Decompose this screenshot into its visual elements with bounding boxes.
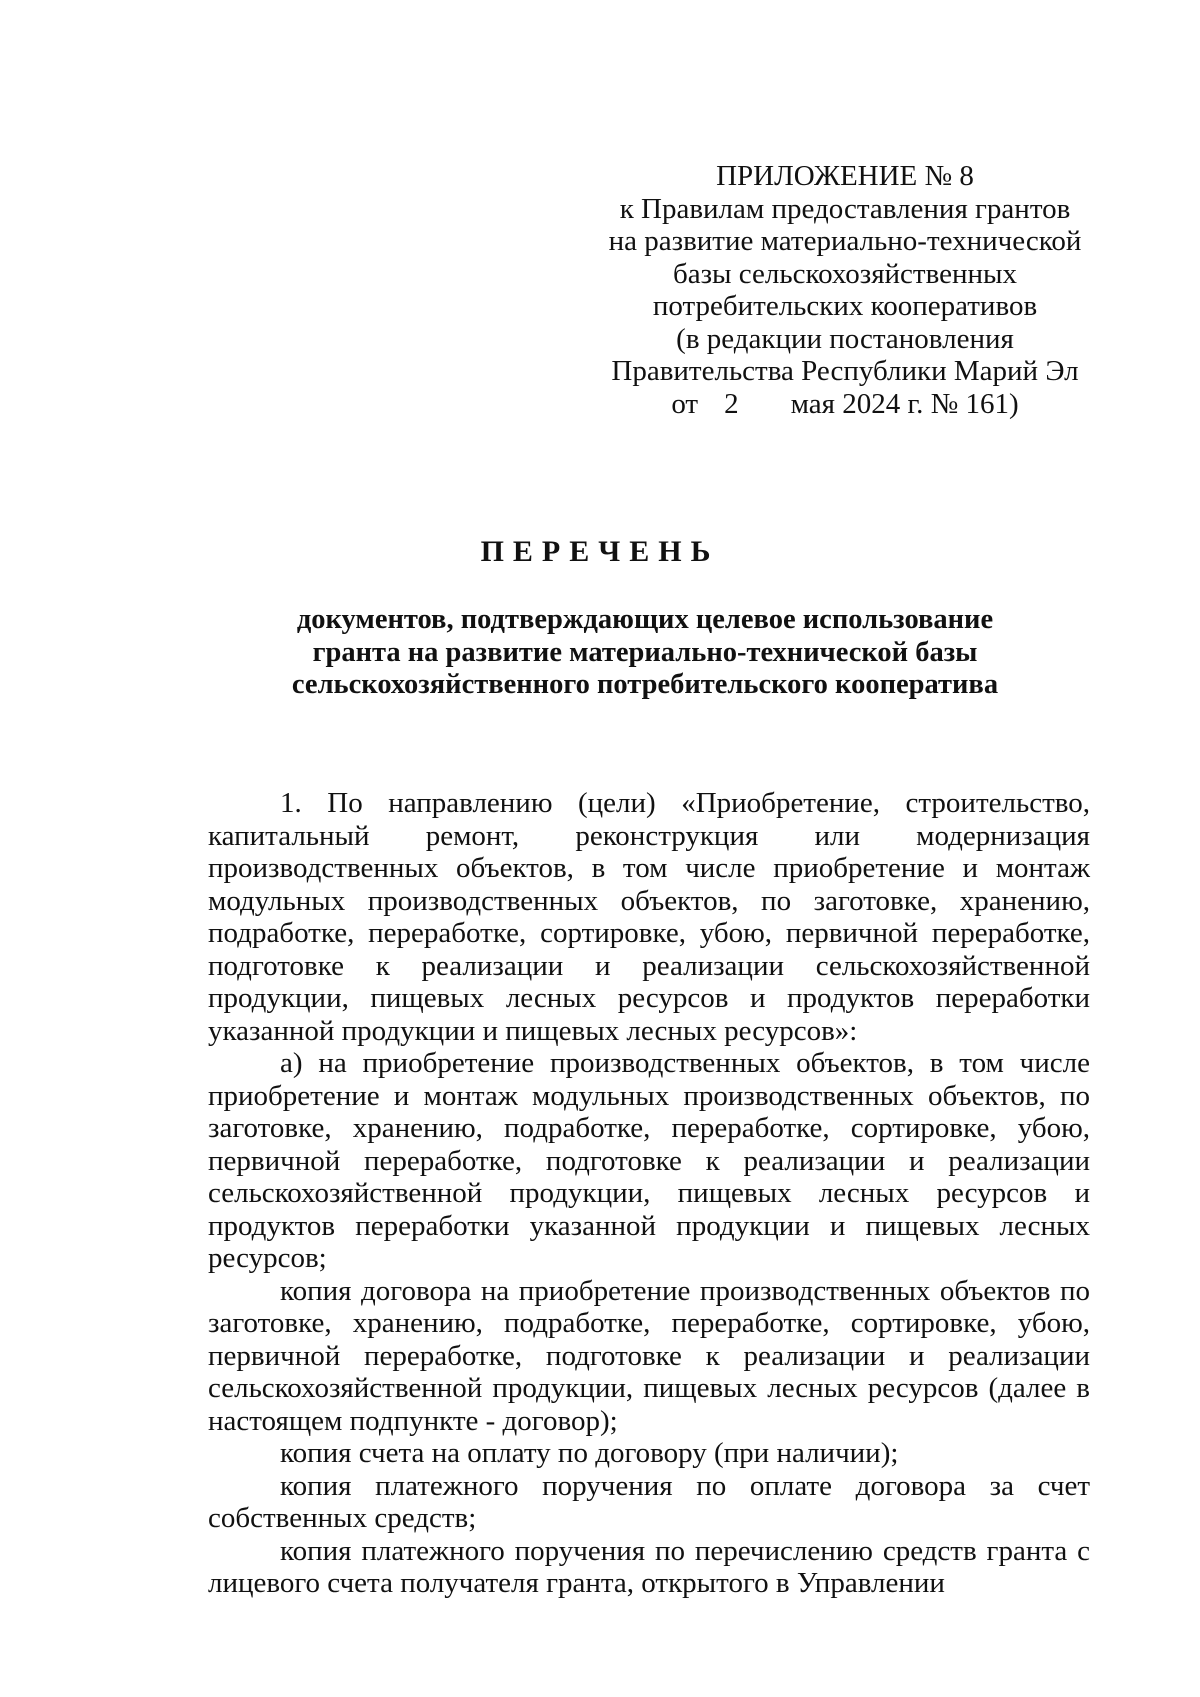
paragraph: 1. По направлению (цели) «Приобретение, строительство, капитальный ремонт, реконструкция или модернизация производственных объектов, в том числе приобретение и монтаж модульных производственных объектов, по заготовке, хранению, подработке, переработке, сортировке, убою, первичной переработке, подготовке к реализации и реализации сельскохозяйственной продукции, пищевых лесных ресурсов и продуктов переработки указанной продукции и пищевых лесных ресурсов»:: [208, 787, 1090, 1047]
date-prefix: от: [671, 387, 699, 420]
date-rest: мая 2024 г. № 161): [790, 387, 1019, 420]
paragraph: копия платежного поручения по оплате договора за счет собственных средств;: [208, 1469, 1090, 1534]
appendix-date: [600, 388, 1090, 421]
appendix-line: потребительских кооперативов: [652, 290, 1038, 322]
paragraph: а) на приобретение производственных объектов, в том числе приобретение и монтаж модульных производственных объектов, по заготовке, хранению, подработке, переработке, сортировке, убою, первичной переработке, подготовке к реализации и реализации сельскохозяйственной продукции, пищевых лесных ресурсов и продуктов переработки указанной продукции и пищевых лесных ресурсов;: [208, 1047, 1090, 1274]
paragraph: копия платежного поручения по перечислению средств гранта с лицевого счета получателя гранта, открытого в Управлении: [208, 1534, 1090, 1599]
appendix-header: [600, 160, 1090, 420]
appendix-line: базы сельскохозяйственных: [672, 257, 1018, 290]
subtitle-line: сельскохозяйственного потребительского кооператива: [291, 669, 999, 700]
appendix-line: к Правилам предоставления грантов: [619, 192, 1071, 225]
paragraph: копия договора на приобретение производственных объектов по заготовке, хранению, подработке, переработке, сортировке, убою, первичной переработке, подготовке к реализации и реализации сельскохозяйственной продукции, пищевых лесных ресурсов (далее в настоящем подпункте - договор);: [208, 1274, 1090, 1437]
appendix-line: (в редакции постановления: [676, 322, 1014, 355]
document-subtitle: [200, 604, 1090, 702]
date-day: 2: [724, 387, 739, 420]
appendix-line: на развитие материально-технической: [608, 225, 1082, 257]
document-title: ПЕРЕЧЕНЬ: [480, 535, 720, 568]
subtitle-line: документов, подтверждающих целевое использование: [296, 604, 994, 635]
paragraph: копия счета на оплату по договору (при наличии);: [280, 1437, 899, 1469]
appendix-number: ПРИЛОЖЕНИЕ № 8: [716, 160, 974, 192]
subtitle-line: гранта на развитие материально-технической базы: [312, 636, 978, 668]
appendix-line: Правительства Республики Марий Эл: [611, 355, 1079, 387]
document-body: [208, 787, 1090, 1600]
